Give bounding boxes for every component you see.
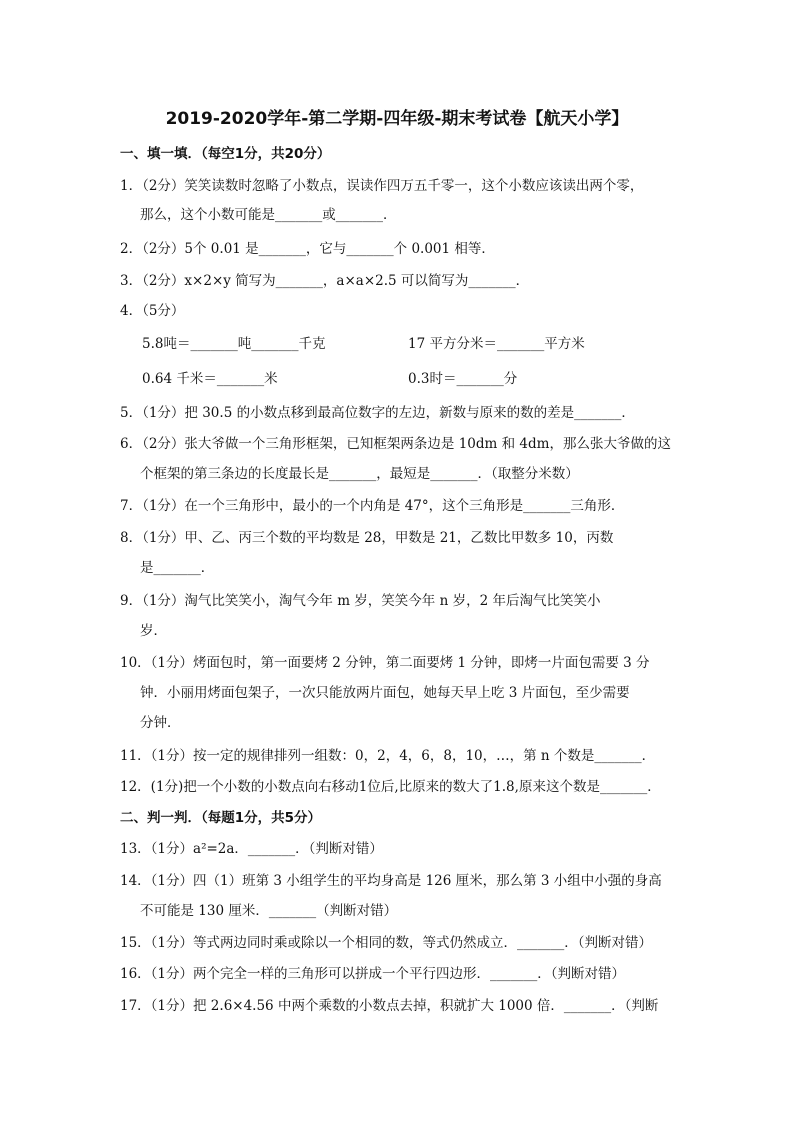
question-13: 13．（1分）a²=2a．_______．（判断对错） xyxy=(120,841,383,857)
question-9-line2: 岁． xyxy=(140,623,167,639)
question-4-header: 4．（5分） xyxy=(120,303,185,319)
question-4-item-b: 17 平方分米＝_______平方米 xyxy=(408,336,585,352)
question-5: 5．（1分）把 30.5 的小数点移到最高位数字的左边，新数与原来的数的差是_______． xyxy=(120,405,635,421)
question-17: 17．（1分）把 2.6×4.56 中两个乘数的小数点去掉，积就扩大 1000 倍．_______．（判断 xyxy=(120,998,659,1014)
question-16: 16．（1分）两个完全一样的三角形可以拼成一个平行四边形．_______．（判断对错） xyxy=(120,966,626,982)
question-10-line3: 分钟． xyxy=(140,715,181,731)
question-4-item-a: 5.8吨＝_______吨_______千克 xyxy=(142,336,326,352)
question-12: 12．(1分)把一个小数的小数点向右移动1位后,比原来的数大了1.8,原来这个数是_______． xyxy=(120,779,661,795)
question-6-line2: 个框架的第三条边的长度最长是_______，最短是_______．（取整分米数） xyxy=(140,466,579,482)
question-6-line1: 6．（2分）张大爷做一个三角形框架，已知框架两条边是 10dm 和 4dm，那么张大爷做的这 xyxy=(120,436,671,452)
question-2: 2．（2分）5个 0.01 是_______，它与_______个 0.001 相等． xyxy=(120,241,495,257)
question-14-line1: 14．（1分）四（1）班第 3 小组学生的平均身高是 126 厘米，那么第 3 小组中小强的身高 xyxy=(120,873,662,889)
section-fill-blank: 一、填一填．（每空1分，共20分） xyxy=(120,146,331,162)
question-3: 3．（2分）x×2×y 简写为_______，a×a×2.5 可以简写为_______． xyxy=(120,273,530,289)
question-1-line2: 那么，这个小数可能是_______或_______． xyxy=(140,207,397,223)
question-4-item-d: 0.3时＝_______分 xyxy=(408,371,518,387)
question-15: 15．（1分）等式两边同时乘或除以一个相同的数，等式仍然成立．_______．（判断对错） xyxy=(120,935,653,951)
question-8-line1: 8．（1分）甲、乙、丙三个数的平均数是 28，甲数是 21，乙数比甲数多 10，丙数 xyxy=(120,530,614,546)
question-1-line1: 1．（2分）笑笑读数时忽略了小数点，误读作四万五千零一，这个小数应该读出两个零， xyxy=(120,178,644,194)
question-14-line2: 不可能是 130 厘米．_______（判断对错） xyxy=(140,903,398,919)
section-true-false: 二、判一判．（每题1分，共5分） xyxy=(120,810,322,826)
question-4-item-c: 0.64 千米＝_______米 xyxy=(142,371,278,387)
question-9-line1: 9．（1分）淘气比笑笑小，淘气今年 m 岁，笑笑今年 n 岁，2 年后淘气比笑笑小 xyxy=(120,593,601,609)
question-7: 7．（1分）在一个三角形中，最小的一个内角是 47°，这个三角形是_______三角形． xyxy=(120,498,625,514)
question-11: 11．（1分）按一定的规律排列一组数：0，2，4，6，8，10，…，第 n 个数是_______． xyxy=(120,748,656,764)
question-10-line1: 10．（1分）烤面包时，第一面要烤 2 分钟，第二面要烤 1 分钟，即烤一片面包需要 3 分 xyxy=(120,655,650,671)
exam-title: 2019-2020学年-第二学期-四年级-期末考试卷【航天小学】 xyxy=(165,109,629,129)
question-8-line2: 是_______． xyxy=(140,560,215,576)
question-10-line2: 钟．小丽用烤面包架子，一次只能放两片面包，她每天早上吃 3 片面包，至少需要 xyxy=(140,685,630,701)
